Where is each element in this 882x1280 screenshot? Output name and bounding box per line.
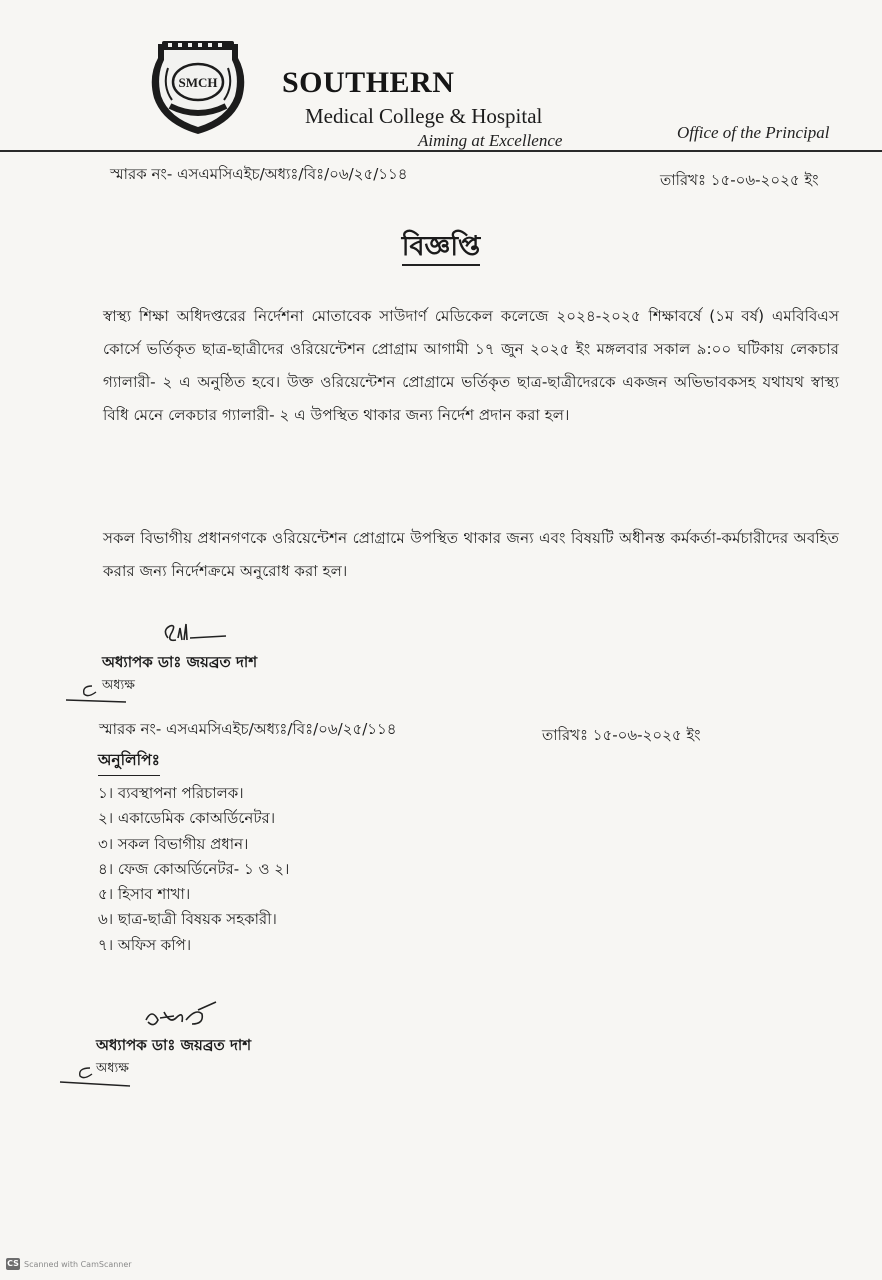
institution-subtitle: Medical College & Hospital: [305, 104, 543, 128]
signatory-designation: অধ্যক্ষ: [102, 678, 135, 693]
copy-recipient-list: [98, 781, 289, 958]
institution-name: SOUTHERN: [282, 66, 455, 99]
memo-reference: স্মারক নং- এসএমসিএইচ/অধ্যঃ/বিঃ/০৬/২৫/১১৪: [110, 165, 408, 183]
camscanner-icon: CS: [7, 1259, 19, 1268]
list-item: ৫। হিসাব শাখা।: [98, 885, 191, 904]
list-item: ৪। ফেজ কোঅর্ডিনেটর- ১ ও ২।: [98, 859, 290, 878]
list-item: ৬। ছাত্র-ছাত্রী বিষয়ক সহকারী।: [98, 910, 277, 929]
copy-reference: স্মারক নং- এসএমসিএইচ/অধ্যঃ/বিঃ/০৬/২৫/১১৪: [99, 720, 397, 738]
handwritten-signature-2: [140, 998, 220, 1034]
svg-text:SMCH: SMCH: [178, 75, 218, 90]
signatory-name: অধ্যাপক ডাঃ জয়ব্রত দাশ: [102, 653, 258, 671]
signatory-designation-2: অধ্যক্ষ: [96, 1061, 129, 1076]
notice-paragraph-1: স্বাস্থ্য শিক্ষা অধিদপ্তরের নির্দেশনা মোতাবেক সাউদার্ণ মেডিকেল কলেজে ২০২৪-২০২৫ শিক্ষাবর্ষে (১ম বর্ষ) এমবিবিএস কোর্সে ভর্তিকৃত ছাত্র-ছাত্রীদের ওরিয়েন্টেশন প্রোগ্রাম আগামী ১৭ জুন ২০২৫ ইং মঙ্গলবার সকাল ৯:০০ ঘটিকায় লেকচার গ্যালারী- ২ এ অনুষ্ঠিত হবে। উক্ত ওরিয়েন্টেশন প্রোগ্রামে ভর্তিকৃত ছাত্র-ছাত্রীদেরকে একজন অভিভাবকসহ যথাযথ স্বাস্থ্য বিধি মেনে লেকচার গ্যালারী- ২ এ উপস্থিত থাকার জন্য নির্দেশ প্রদান করা হল।: [103, 307, 839, 424]
notice-paragraph-2: সকল বিভাগীয় প্রধানগণকে ওরিয়েন্টেশন প্রোগ্রামে উপস্থিত থাকার জন্য এবং বিষয়টি অধীনস্ত কর্মকর্তা-কর্মচারীদের অবহিত করার জন্য নির্দেশক্রমে অনুরোধ করা হল।: [103, 529, 839, 580]
memo-date: তারিখঃ ১৫-০৬-২০২৫ ইং: [660, 171, 819, 189]
notice-title-text: বিজ্ঞপ্তি: [402, 231, 481, 266]
copy-date: তারিখঃ ১৫-০৬-২০২৫ ইং: [542, 726, 701, 744]
list-item: ৭। অফিস কপি।: [98, 935, 192, 954]
handwritten-signature: [160, 618, 240, 648]
signatory-name-2: অধ্যাপক ডাঃ জয়ব্রত দাশ: [96, 1036, 252, 1054]
institution-tagline: Aiming at Excellence: [418, 131, 563, 150]
header-divider: [0, 150, 882, 152]
scanner-watermark: [6, 1258, 132, 1270]
list-item: ২। একাডেমিক কোঅর্ডিনেটর।: [98, 809, 276, 828]
list-item: ১। ব্যবস্থাপনা পরিচালক।: [98, 784, 244, 802]
copy-heading: অনুলিপিঃ: [98, 748, 160, 776]
college-crest-logo: [138, 36, 258, 136]
notice-title: [0, 226, 882, 271]
office-label: Office of the Principal: [677, 123, 830, 142]
list-item: ৩। সকল বিভাগীয় প্রধান।: [98, 834, 249, 853]
scanner-note: Scanned with CamScanner: [24, 1259, 132, 1269]
